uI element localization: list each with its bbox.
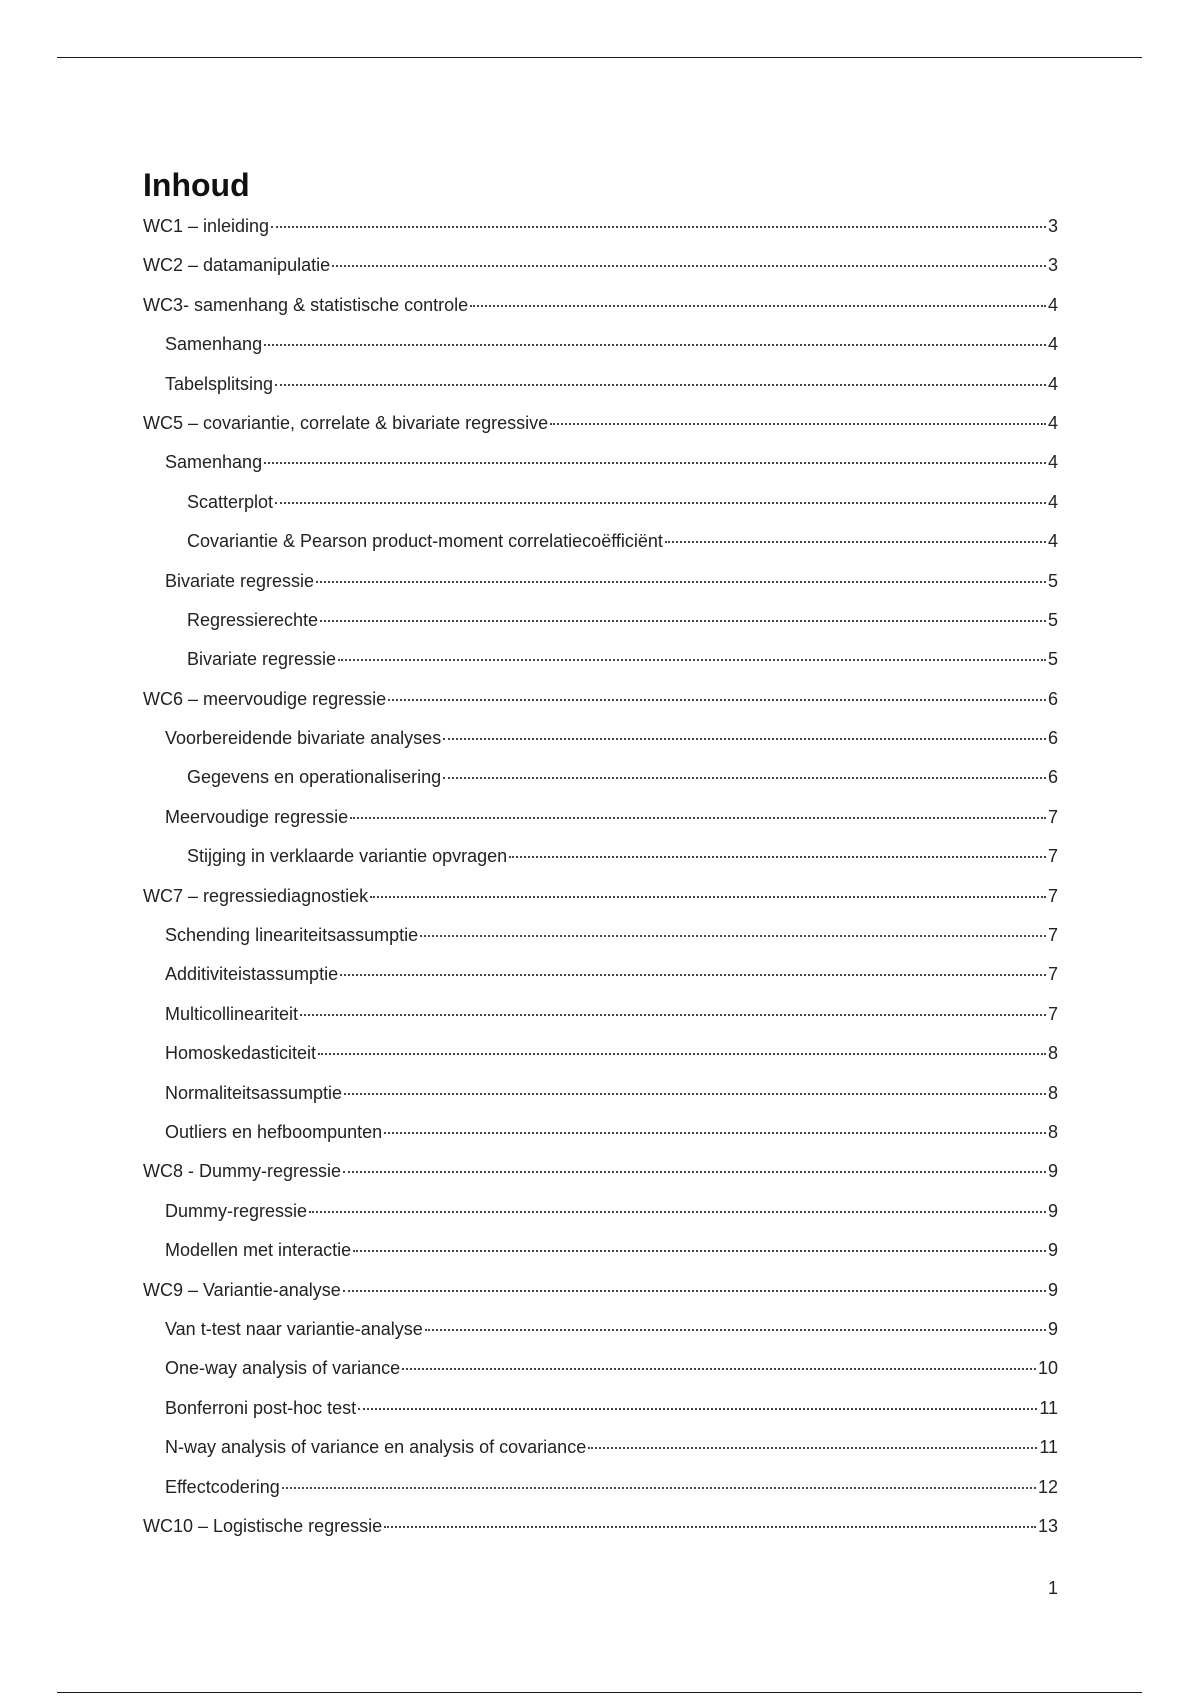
dot-leader [275, 502, 1046, 504]
toc-entry-page: 9 [1047, 1279, 1058, 1300]
toc-entry-page: 5 [1047, 649, 1058, 670]
dot-leader [282, 1487, 1036, 1489]
table-of-contents [143, 216, 1058, 1555]
dot-leader [343, 1290, 1046, 1292]
toc-entry-page: 4 [1047, 491, 1058, 512]
toc-entry[interactable] [143, 1516, 1058, 1555]
toc-entry-page: 7 [1047, 885, 1058, 906]
toc-entry-label: Additiviteistassumptie [165, 964, 339, 985]
toc-entry[interactable] [143, 334, 1058, 373]
toc-entry-label: Gegevens en operationalisering [187, 767, 442, 788]
toc-entry-page: 9 [1047, 1240, 1058, 1261]
toc-entry-page: 8 [1047, 1043, 1058, 1064]
toc-entry[interactable] [143, 689, 1058, 728]
toc-entry-label: WC10 – Logistische regressie [143, 1515, 383, 1536]
toc-entry-page: 8 [1047, 1121, 1058, 1142]
toc-entry[interactable] [143, 531, 1058, 570]
toc-entry-label: Regressierechte [187, 609, 319, 630]
toc-entry[interactable] [143, 1004, 1058, 1043]
toc-entry-label: Effectcodering [165, 1476, 280, 1497]
toc-entry[interactable] [143, 216, 1058, 255]
toc-entry[interactable] [143, 452, 1058, 491]
toc-entry-label: Voorbereidende bivariate analyses [165, 728, 442, 749]
toc-entry-page: 4 [1047, 334, 1058, 355]
toc-entry-label: WC5 – covariantie, correlate & bivariate regressive [143, 412, 549, 433]
dot-leader [264, 344, 1046, 346]
toc-entry-label: WC3- samenhang & statistische controle [143, 294, 469, 315]
toc-entry-page: 5 [1047, 570, 1058, 591]
toc-entry-label: WC6 – meervoudige regressie [143, 688, 387, 709]
toc-entry-page: 7 [1047, 1003, 1058, 1024]
dot-leader [443, 738, 1046, 740]
toc-entry[interactable] [143, 571, 1058, 610]
toc-entry-page: 7 [1047, 964, 1058, 985]
toc-entry-label: WC7 – regressiediagnostiek [143, 885, 369, 906]
toc-entry[interactable] [143, 1358, 1058, 1397]
dot-leader [388, 699, 1046, 701]
dot-leader [350, 817, 1046, 819]
toc-entry-page: 5 [1047, 609, 1058, 630]
dot-leader [420, 935, 1046, 937]
toc-entry-label: Meervoudige regressie [165, 806, 349, 827]
toc-entry[interactable] [143, 1161, 1058, 1200]
toc-entry-label: WC2 – datamanipulatie [143, 255, 331, 276]
toc-entry-label: One-way analysis of variance [165, 1358, 401, 1379]
toc-entry-page: 4 [1047, 531, 1058, 552]
toc-entry-label: Stijging in verklaarde variantie opvragen [187, 846, 508, 867]
toc-entry-label: Dummy-regressie [165, 1200, 308, 1221]
dot-leader [384, 1132, 1046, 1134]
toc-entry[interactable] [143, 610, 1058, 649]
toc-entry[interactable] [143, 1240, 1058, 1279]
toc-entry[interactable] [143, 649, 1058, 688]
toc-entry-label: Scatterplot [187, 491, 274, 512]
toc-entry-label: WC8 - Dummy-regressie [143, 1161, 342, 1182]
dot-leader [353, 1250, 1046, 1252]
dot-leader [470, 305, 1046, 307]
toc-entry[interactable] [143, 807, 1058, 846]
toc-entry[interactable] [143, 1280, 1058, 1319]
header-rule [57, 57, 1142, 58]
dot-leader [358, 1408, 1037, 1410]
toc-entry[interactable] [143, 255, 1058, 294]
page-number: 1 [1047, 1578, 1058, 1598]
toc-entry-label: Tabelsplitsing [165, 373, 274, 394]
dot-leader [264, 462, 1046, 464]
dot-leader [309, 1211, 1046, 1213]
toc-title: Inhoud [143, 167, 250, 203]
toc-entry-page: 10 [1037, 1358, 1058, 1379]
toc-entry-label: WC1 – inleiding [143, 216, 270, 236]
dot-leader [320, 620, 1046, 622]
toc-entry-page: 9 [1047, 1200, 1058, 1221]
toc-entry[interactable] [143, 886, 1058, 925]
toc-entry[interactable] [143, 374, 1058, 413]
dot-leader [344, 1093, 1046, 1095]
dot-leader [665, 541, 1046, 543]
dot-leader [343, 1171, 1046, 1173]
dot-leader [443, 777, 1046, 779]
toc-entry-page: 7 [1047, 846, 1058, 867]
dot-leader [318, 1053, 1046, 1055]
toc-entry[interactable] [143, 1477, 1058, 1516]
toc-entry[interactable] [143, 1122, 1058, 1161]
toc-entry-page: 11 [1039, 1437, 1058, 1458]
toc-entry-label: Modellen met interactie [165, 1240, 352, 1261]
toc-entry-page: 8 [1047, 1082, 1058, 1103]
toc-entry-page: 9 [1047, 1318, 1058, 1339]
toc-entry[interactable] [143, 1319, 1058, 1358]
toc-entry[interactable] [143, 767, 1058, 806]
dot-leader [384, 1526, 1036, 1528]
toc-entry-label: Homoskedasticiteit [165, 1043, 317, 1064]
toc-entry-page: 4 [1047, 373, 1058, 394]
dot-leader [588, 1447, 1037, 1449]
dot-leader [271, 226, 1046, 228]
footer-rule [57, 1692, 1142, 1693]
dot-leader [370, 896, 1046, 898]
toc-entry-page: 13 [1037, 1515, 1058, 1536]
toc-entry-page: 9 [1047, 1161, 1058, 1182]
toc-entry-label: Multicollineariteit [165, 1003, 299, 1024]
toc-entry[interactable] [143, 1437, 1058, 1476]
toc-entry[interactable] [143, 1398, 1058, 1437]
dot-leader [300, 1014, 1046, 1016]
dot-leader [402, 1368, 1036, 1370]
toc-entry-label: Samenhang [165, 334, 263, 355]
dot-leader [275, 384, 1046, 386]
toc-entry[interactable] [143, 492, 1058, 531]
toc-entry-label: Bivariate regressie [187, 649, 337, 670]
toc-entry-label: N-way analysis of variance en analysis of covariance [165, 1437, 587, 1458]
toc-entry-label: Schending lineariteitsassumptie [165, 925, 419, 946]
toc-entry[interactable] [143, 728, 1058, 767]
dot-leader [425, 1329, 1046, 1331]
toc-entry[interactable] [143, 925, 1058, 964]
dot-leader [340, 974, 1046, 976]
toc-entry-page: 4 [1047, 452, 1058, 473]
toc-entry[interactable] [143, 1083, 1058, 1122]
toc-entry-page: 3 [1047, 255, 1058, 276]
toc-entry-page: 6 [1047, 688, 1058, 709]
toc-entry-label: Outliers en hefboompunten [165, 1121, 383, 1142]
toc-entry-page: 11 [1039, 1397, 1058, 1418]
toc-entry-label: Samenhang [165, 452, 263, 473]
toc-entry[interactable] [143, 846, 1058, 885]
toc-entry-page: 7 [1047, 806, 1058, 827]
toc-entry-page: 4 [1047, 294, 1058, 315]
toc-entry[interactable] [143, 1201, 1058, 1240]
toc-entry-label: Normaliteitsassumptie [165, 1082, 343, 1103]
toc-entry[interactable] [143, 1043, 1058, 1082]
dot-leader [509, 856, 1046, 858]
toc-entry-page: 6 [1047, 728, 1058, 749]
dot-leader [316, 581, 1046, 583]
dot-leader [338, 659, 1046, 661]
toc-entry-label: Bonferroni post-hoc test [165, 1397, 357, 1418]
document-page [143, 160, 1058, 1555]
toc-entry-page: 4 [1047, 412, 1058, 433]
toc-entry-label: Van t-test naar variantie-analyse [165, 1318, 423, 1339]
toc-entry-page: 12 [1037, 1476, 1058, 1497]
toc-entry[interactable] [143, 964, 1058, 1003]
dot-leader [550, 423, 1046, 425]
toc-entry-page: 6 [1047, 767, 1058, 788]
toc-entry-page: 3 [1047, 216, 1058, 236]
toc-entry-label: Bivariate regressie [165, 570, 315, 591]
dot-leader [332, 265, 1046, 267]
toc-entry-label: Covariantie & Pearson product-moment correlatiecoëfficiënt [187, 531, 663, 552]
toc-entry-label: WC9 – Variantie-analyse [143, 1279, 341, 1300]
toc-entry[interactable] [143, 295, 1058, 334]
toc-entry-page: 7 [1047, 925, 1058, 946]
toc-entry[interactable] [143, 413, 1058, 452]
